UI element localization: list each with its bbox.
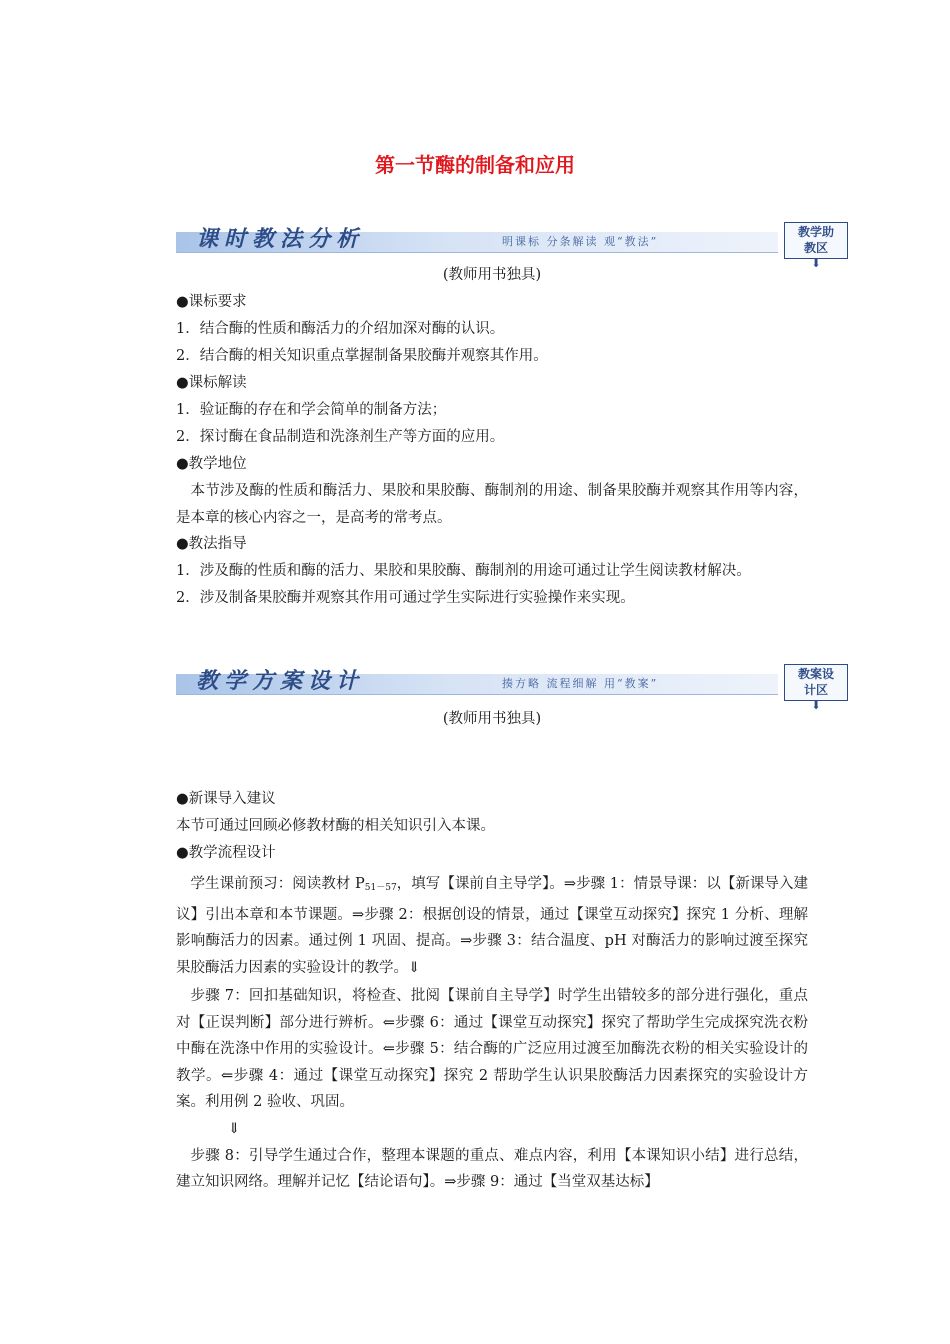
- section-banner-teaching-plan: [176, 664, 848, 712]
- banner-badge-button[interactable]: [784, 222, 848, 270]
- heading-curriculum-requirements: ● 课标要求: [176, 289, 808, 316]
- guidance-item: 1．涉及酶的性质和酶的活力、果胶和果胶酶、酶制剂的用途可通过让学生阅读教材解决。: [176, 563, 751, 579]
- requirement-item: 2．结合酶的相关知识重点掌握制备果胶酶并观察其作用。: [176, 348, 548, 364]
- flow-paragraph-1: [176, 871, 808, 981]
- interpretation-item: 2．探讨酶在食品制造和洗涤剂生产等方面的应用。: [176, 429, 505, 445]
- banner-badge-button[interactable]: [784, 664, 848, 712]
- banner-title: 教学方案设计: [196, 668, 365, 694]
- badge-line-2: 教区: [803, 241, 828, 255]
- badge-line-2: 计区: [803, 683, 828, 697]
- requirement-item: 1．结合酶的性质和酶活力的介绍加深对酶的认识。: [176, 321, 505, 337]
- heading-lesson-intro: ● 新课导入建议: [176, 786, 808, 813]
- heading-teaching-guidance: ● 教法指导: [176, 531, 808, 558]
- heading-curriculum-interpretation: ● 课标解读: [176, 370, 808, 397]
- interpretation-item: 1．验证酶的存在和学会简单的制备方法；: [176, 402, 447, 418]
- flow-text: ，填写【课前自主导学】。⇒步骤 1：情景导课：以【新课导入建议】引出本章和本节课题。⇒步骤 2：根据创设的情景，通过【课堂互动探究】探究 1 分析、理解影响酶活力的因素。通过例 1 巩固、提高。⇒步骤 3：结合温度、pH 对酶活力的影响过渡至探究果胶酶活力因素的实验设计的教学。⇓: [176, 876, 808, 976]
- banner-slogan: 明课标 分条解读 观“教法”: [502, 235, 659, 248]
- heading-teaching-flow: ● 教学流程设计: [176, 840, 808, 867]
- down-arrow-icon: ⬇: [811, 257, 821, 270]
- teacher-note: (教师用书独具): [442, 267, 542, 283]
- teacher-note-2-wrap: [176, 706, 808, 733]
- page-title: 第一节酶的制备和应用: [375, 153, 575, 177]
- banner-slogan: 揍方略 流程细解 用“教案”: [502, 677, 659, 690]
- badge-line-1: 教案设: [797, 667, 834, 681]
- heading-teaching-status: ● 教学地位: [176, 451, 808, 478]
- flow-text: 学生课前预习：阅读教材 P: [190, 876, 365, 892]
- down-arrow-icon: ⇓: [228, 1120, 241, 1137]
- teacher-note: (教师用书独具): [442, 711, 542, 727]
- badge-line-1: 教学助: [797, 225, 834, 239]
- flow-paragraph-3: 步骤 8：引导学生通过合作，整理本课题的重点、难点内容，利用【本课知识小结】进行总结，建立知识网络。理解并记忆【结论语句】。⇒步骤 9：通过【当堂双基达标】: [176, 1147, 808, 1190]
- lesson-intro-text: 本节可通过回顾必修教材酶的相关知识引入本课。: [176, 818, 495, 834]
- guidance-item: 2．涉及制备果胶酶并观察其作用可通过学生实际进行实验操作来实现。: [176, 589, 635, 606]
- section-teaching-analysis: [176, 262, 808, 612]
- section-banner-teaching-analysis: [176, 222, 848, 270]
- teaching-status-paragraph: 本节涉及酶的性质和酶活力、果胶和果胶酶、酶制剂的用途、制备果胶酶并观察其作用等内容，是本章的核心内容之一，是高考的常考点。: [176, 483, 808, 526]
- section-teaching-plan: [176, 786, 808, 1196]
- banner-title: 课时教法分析: [196, 226, 365, 252]
- page-range: 51－57: [364, 883, 397, 893]
- down-arrow-icon: ⬇: [811, 699, 821, 712]
- flow-paragraph-2: 步骤 7：回扣基础知识，将检查、批阅【课前自主导学】时学生出错较多的部分进行强化，重点对【正误判断】部分进行辨析。⇐步骤 6：通过【课堂互动探究】探究了帮助学生完成探究洗衣粉中酶在洗涤中作用的实验设计。⇐步骤 5：结合酶的广泛应用过渡至加酶洗衣粉的相关实验设计的教学。⇐步骤 4：通过【课堂互动探究】探究 2 帮助学生认识果胶酶活力因素探究的实验设计方案。利用例 2 验收、巩固。: [176, 988, 808, 1110]
